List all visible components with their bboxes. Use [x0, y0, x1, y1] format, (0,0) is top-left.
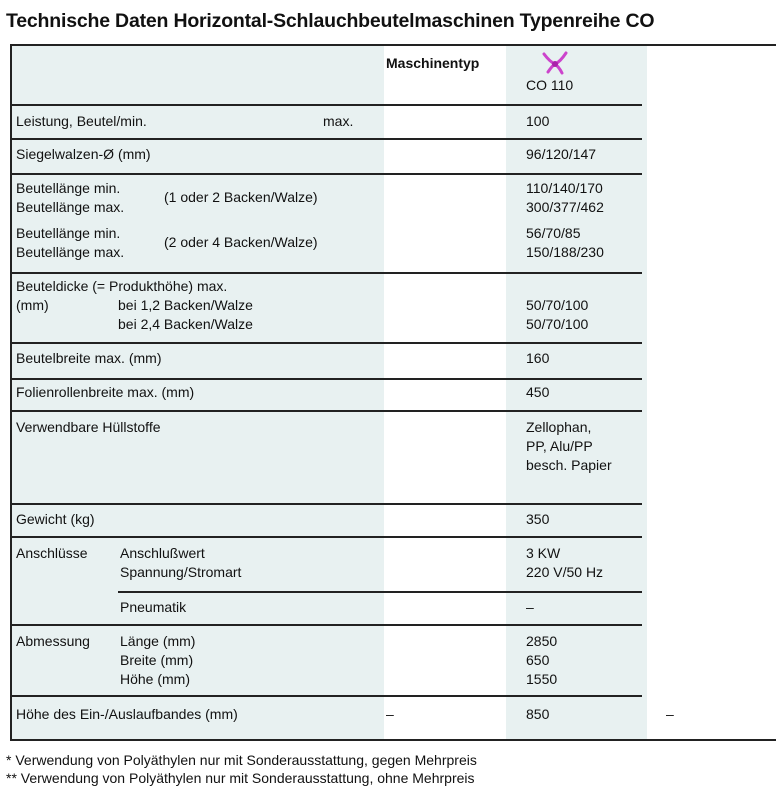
row-divider — [12, 503, 642, 505]
label-anschlusswert: Anschlußwert — [120, 545, 205, 561]
right-margin-column — [647, 46, 776, 739]
value-siegelwalzen: 96/120/147 — [526, 146, 597, 162]
row-divider — [12, 536, 642, 538]
label-folienrollenbreite: Folienrollenbreite max. (mm) — [16, 384, 195, 400]
label-spannung: Spannung/Stromart — [120, 564, 242, 580]
label-leistung: Leistung, Beutel/min. — [16, 113, 147, 129]
label-beutellaenge-max: Beutellänge max. — [16, 244, 125, 260]
dash-left: – — [386, 706, 394, 722]
row-divider — [12, 173, 642, 175]
row-divider — [12, 104, 642, 106]
note-backen: (1 oder 2 Backen/Walze) — [164, 189, 318, 205]
row-divider — [12, 272, 642, 274]
label-gewicht: Gewicht (kg) — [16, 511, 95, 527]
value-beuteldicke-2: 50/70/100 — [526, 316, 589, 332]
footnote-1: * Verwendung von Polyäthylen nur mit Sonderausstattung, gegen Mehrpreis — [6, 752, 477, 768]
value-beutellaenge-min: 110/140/170 — [526, 180, 603, 196]
label-anschluesse: Anschlüsse — [16, 545, 88, 561]
value-band: 850 — [526, 706, 550, 722]
label-breite: Breite (mm) — [120, 652, 194, 668]
label-laenge: Länge (mm) — [120, 633, 196, 649]
model-name: CO 110 — [526, 77, 574, 93]
value-hoehe: 1550 — [526, 671, 558, 687]
co-logo-icon — [540, 50, 570, 76]
value-breite: 650 — [526, 652, 550, 668]
value-beutelbreite: 160 — [526, 350, 550, 366]
note-backen: (2 oder 4 Backen/Walze) — [164, 234, 318, 250]
label-huellstoffe: Verwendbare Hüllstoffe — [16, 419, 161, 435]
label-band: Höhe des Ein-/Auslaufbandes (mm) — [16, 706, 238, 722]
dash-right: – — [666, 706, 674, 722]
label-hoehe: Höhe (mm) — [120, 671, 191, 687]
value-spannung: 220 V/50 Hz — [526, 564, 604, 580]
row-divider — [12, 410, 642, 412]
label-abmessung: Abmessung — [16, 633, 90, 649]
row-divider — [118, 591, 642, 593]
value-huellstoffe-3: besch. Papier — [526, 457, 612, 473]
label-beutelbreite: Beutelbreite max. (mm) — [16, 350, 162, 366]
value-beutellaenge-max: 150/188/230 — [526, 244, 604, 260]
value-huellstoffe-2: PP, Alu/PP — [526, 438, 593, 454]
row-divider — [12, 342, 642, 344]
label-beutellaenge-max: Beutellänge max. — [16, 199, 125, 215]
row-divider — [12, 624, 642, 626]
label-pneumatik: Pneumatik — [120, 599, 187, 615]
value-gewicht: 350 — [526, 511, 550, 527]
footnote-2: ** Verwendung von Polyäthylen nur mit Sonderausstattung, ohne Mehrpreis — [6, 770, 475, 786]
value-beuteldicke-1: 50/70/100 — [526, 297, 589, 313]
value-pneumatik: – — [526, 599, 534, 615]
label-beutellaenge-min: Beutellänge min. — [16, 225, 121, 241]
row-divider — [12, 695, 642, 697]
machine-type-column — [384, 46, 506, 739]
qualifier-max: max. — [323, 113, 354, 129]
value-huellstoffe-1: Zellophan, — [526, 419, 592, 435]
value-folienrollenbreite: 450 — [526, 384, 550, 400]
label-beutellaenge-min: Beutellänge min. — [16, 180, 121, 196]
label-beuteldicke-sub1: bei 1,2 Backen/Walze — [118, 297, 253, 313]
label-siegelwalzen: Siegelwalzen-Ø (mm) — [16, 146, 151, 162]
value-beutellaenge-min: 56/70/85 — [526, 225, 581, 241]
page-title: Technische Daten Horizontal-Schlauchbeutelmaschinen Typenreihe CO — [6, 10, 655, 32]
row-divider — [12, 378, 642, 380]
value-laenge: 2850 — [526, 633, 558, 649]
value-leistung: 100 — [526, 113, 550, 129]
value-anschlusswert: 3 KW — [526, 545, 561, 561]
row-divider — [12, 138, 642, 140]
label-beuteldicke: Beuteldicke (= Produkthöhe) max. — [16, 278, 228, 294]
label-beuteldicke-unit: (mm) — [16, 297, 49, 313]
value-beutellaenge-max: 300/377/462 — [526, 199, 604, 215]
machine-type-label: Maschinentyp — [386, 55, 480, 71]
label-beuteldicke-sub2: bei 2,4 Backen/Walze — [118, 316, 253, 332]
